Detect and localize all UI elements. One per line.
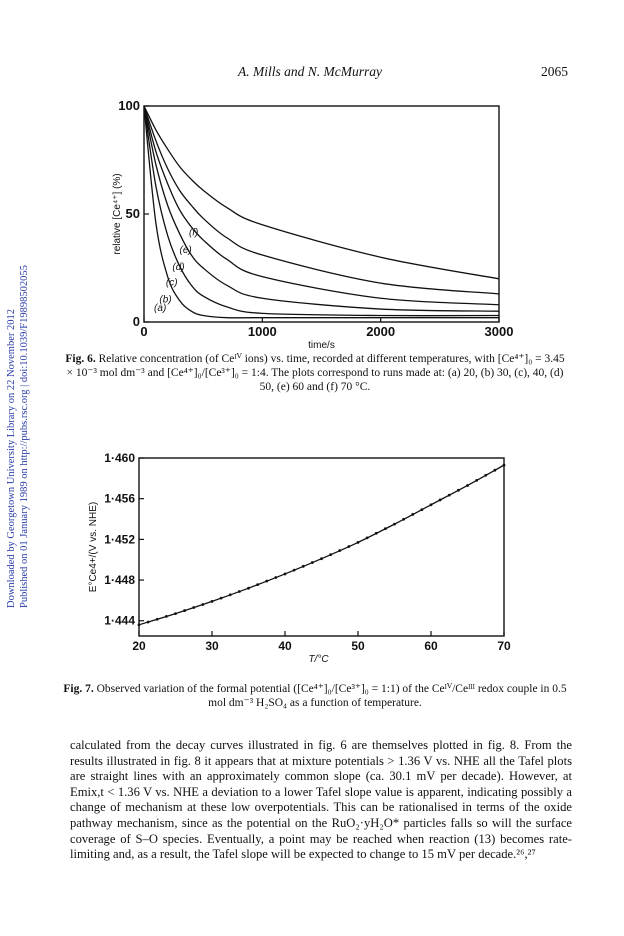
series-label: (e) [179,244,192,256]
x-tick-label: 30 [205,639,219,653]
data-point [274,576,277,579]
x-tick-label: 1000 [247,324,277,339]
data-point [457,489,460,492]
y-tick-label: 50 [125,206,140,221]
download-watermark-line-1[interactable]: Downloaded by Georgetown University Library on 22 November 2012 [6,309,17,608]
x-axis-label: T/°C [308,654,329,665]
series-line-e [144,106,499,294]
series-label: (d) [172,262,185,274]
figure-6-caption [62,352,568,394]
x-axis-label: time/s [308,340,335,351]
y-tick-label: 1·444 [104,613,135,628]
y-axis-label: E°Ce4+/(V vs. NHE) [88,501,99,593]
x-tick-label: 20 [132,639,146,653]
body-paragraph-text: calculated from the decay curves illustrated in fig. 6 are themselves plotted in fig. 8. From the results illustrated in fig. 8 it appears that at mixture potentials > 1.36 V vs. NHE all the Tafel plots are straight lines with an approximately common slope (ca. 30.1 mV per decade). However, at Emix,t < 1.36 V vs. NHE a deviation to a lower Tafel slope value is apparent, indicating possibly a change of mechanism at these low overpotentials. This can be rationalised in terms of the oxide pathway mechanism, since as the potential on the RuO₂·yH₂O* particles falls so will the surface coverage of S–O species. Eventually, a point may be reached when reaction (13) becomes rate-limiting and, as a result, the Tafel slope will be expected to change to 15 mV per decade.²⁶,²⁷ [70,738,572,862]
data-point [320,557,323,560]
x-tick-label: 3000 [484,324,514,339]
data-point [484,474,487,477]
figure-7-chart [76,448,516,678]
data-point [503,464,506,467]
data-point [430,503,433,506]
figure-7-caption [62,682,568,710]
figure-6-caption-text: Relative concentration (of Ceᴵⱽ ions) vs. time, recorded at different temperatures, with [Ce⁴⁺]₀ = 3.45 × 10⁻³ mol dm⁻³ and [Ce⁴⁺]₀/[Ce³⁺]₀ = 1:4. The plots correspond to runs made at: (a) 20, (b) 30, (c), 40, (d) 50, (e) 60 and (f) 70 °C. [66,353,565,393]
data-point [439,499,442,502]
data-point [220,597,223,600]
download-watermark [2,150,30,610]
data-point [375,532,378,535]
series-line-f [144,106,499,279]
data-point [393,523,396,526]
y-axis-label: relative [Ce⁴⁺] (%) [112,173,123,255]
y-tick-label: 100 [118,98,140,113]
data-point [256,583,259,586]
data-point [402,518,405,521]
series-label: (b) [159,294,172,306]
data-point [238,590,241,593]
data-point [138,623,141,626]
page-number: 2065 [541,64,568,79]
data-point [247,587,250,590]
data-point [293,569,296,572]
series-line-c [144,106,499,311]
data-point [174,612,177,615]
data-point [165,615,168,618]
x-tick-label: 40 [278,639,292,653]
data-point [329,553,332,556]
data-point [420,508,423,511]
running-header-authors: A. Mills and N. McMurray [238,64,382,79]
series-line-d [144,106,499,305]
data-point [156,618,159,621]
y-tick-label: 1·460 [104,451,135,465]
series-line-b [144,106,499,316]
data-point [147,621,150,624]
series-label: (c) [165,277,178,289]
download-watermark-line-2[interactable]: Published on 01 January 1989 on http://pubs.rsc.org | doi:10.1039/F19898502055 [19,265,30,608]
figure-7-caption-text: Observed variation of the formal potential ([Ce⁴⁺]₀/[Ce³⁺]₀ = 1:1) of the Ceᴵⱽ/Ceᴵᴵᴵ redox couple in 0.5 mol dm⁻³ H₂SO₄ as a function of temperature. [96,683,567,709]
y-tick-label: 1·448 [104,573,135,588]
data-point [211,600,214,603]
data-point [284,573,287,576]
figure-6-chart [96,94,516,352]
data-point [302,565,305,568]
y-tick-label: 1·452 [104,532,135,547]
data-point [466,484,469,487]
data-point [493,469,496,472]
data-point [347,545,350,548]
figure-7-caption-label: Fig. 7. [63,683,94,695]
data-point [448,494,451,497]
plot-frame [139,458,504,636]
data-point [338,549,341,552]
data-point [311,561,314,564]
x-tick-label: 2000 [366,324,396,339]
data-point [366,536,369,539]
figure-6-caption-label: Fig. 6. [65,353,96,365]
x-tick-label: 60 [424,639,438,653]
body-paragraph [70,738,572,863]
data-point [229,593,232,596]
data-point [384,527,387,530]
data-point [411,513,414,516]
series-line [139,465,504,625]
series-label: (f) [188,227,199,239]
x-tick-label: 0 [140,324,148,339]
data-point [192,606,195,609]
data-point [201,603,204,606]
y-tick-label: 0 [132,314,140,329]
x-tick-label: 50 [351,639,365,653]
data-point [183,609,186,612]
x-tick-label: 70 [497,639,511,653]
data-point [265,580,268,583]
data-point [475,479,478,482]
data-point [357,541,360,544]
y-tick-label: 1·456 [104,491,135,506]
series-label: (a) [154,303,167,315]
